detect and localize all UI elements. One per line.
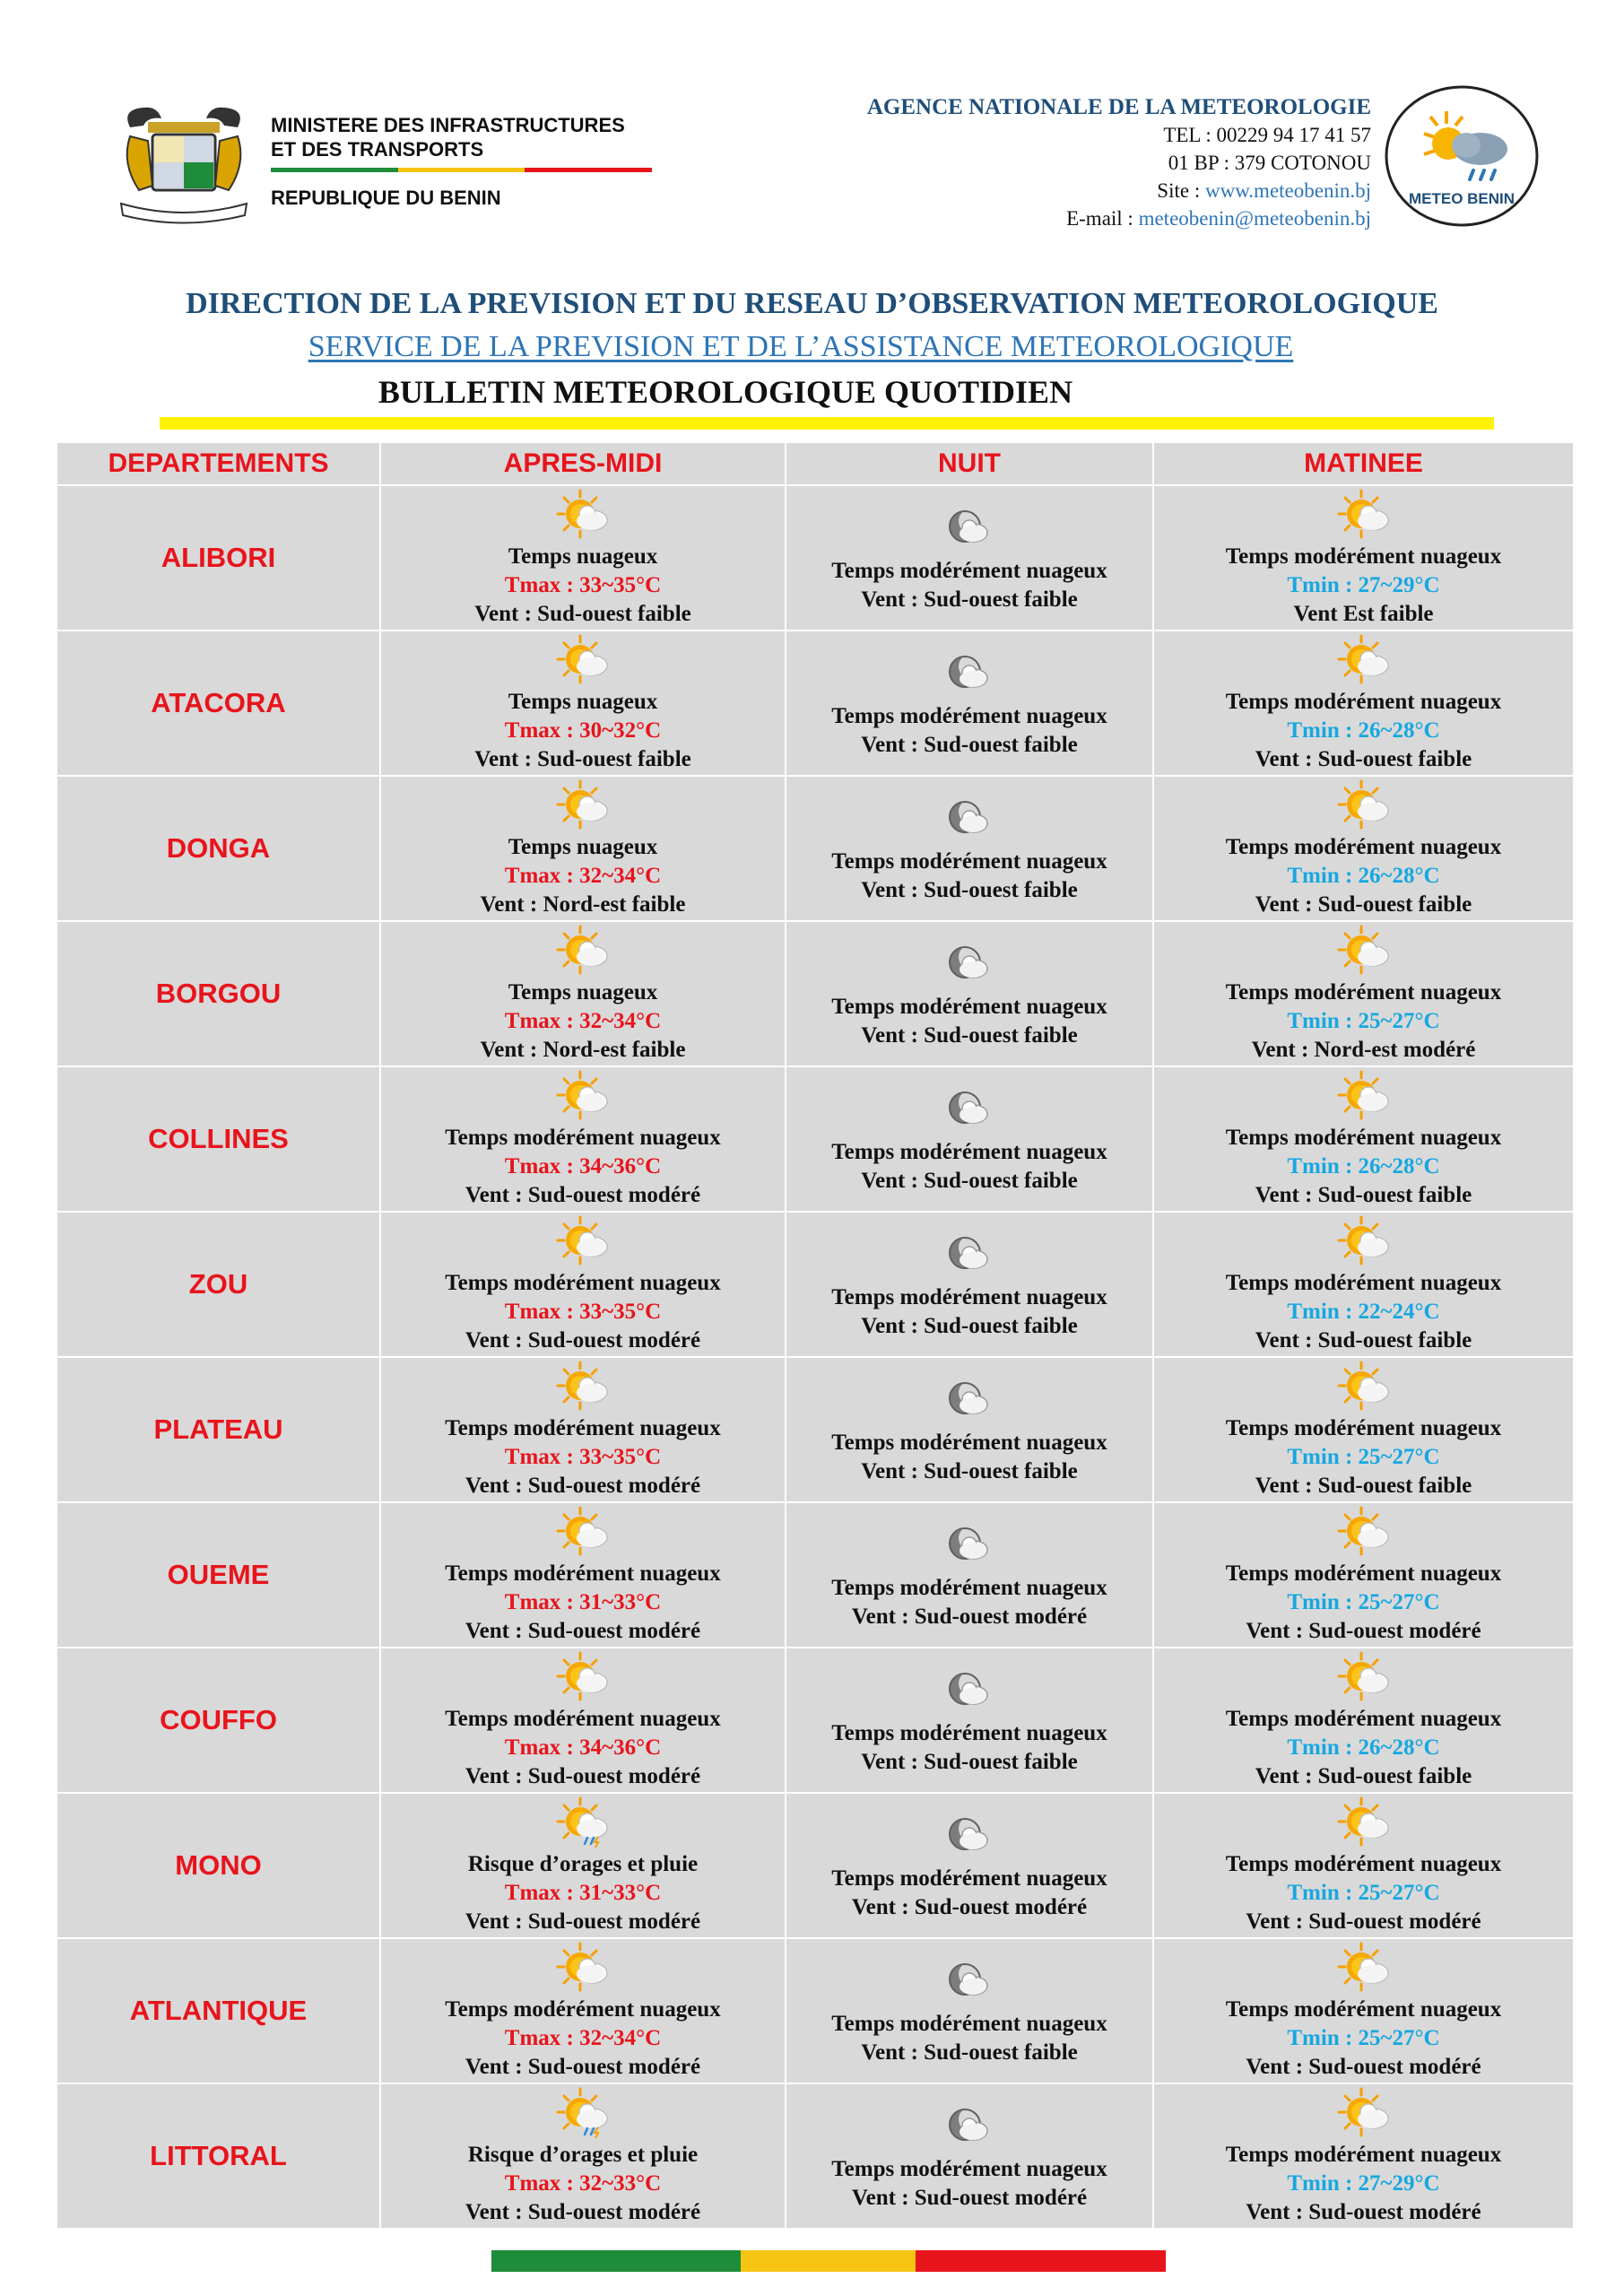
moon-cloud-icon	[940, 1373, 999, 1427]
weather-description: Temps modérément nuageux	[831, 1576, 1107, 1600]
wind-info: Vent : Sud-ouest modéré	[851, 2186, 1088, 2210]
wind-info: Vent : Sud-ouest faible	[1255, 1328, 1472, 1352]
temperature-range: Tmax : 34~36°C	[504, 1735, 662, 1760]
agency-tel: TEL : 00229 94 17 41 57	[1163, 124, 1371, 146]
afternoon-forecast-cell	[380, 1938, 786, 2083]
wind-info: Vent : Sud-ouest faible	[861, 1314, 1078, 1338]
afternoon-forecast-cell	[380, 485, 786, 631]
department-name: PLATEAU	[56, 1357, 380, 1502]
footer-flag-bar	[491, 2250, 1166, 2272]
afternoon-forecast-cell	[380, 1502, 786, 1648]
header-departements: DEPARTEMENTS	[56, 442, 380, 485]
sun-cloud-icon	[1334, 1649, 1394, 1703]
night-forecast-cell	[786, 1938, 1153, 2083]
wind-info: Vent : Sud-ouest faible	[861, 1023, 1078, 1048]
department-name: BORGOU	[56, 921, 380, 1066]
agency-email	[867, 204, 1371, 232]
sun-cloud-icon	[1334, 487, 1394, 541]
direction-title: DIRECTION DE LA PREVISION ET DU RESEAU D’OBSERVATION METEOROLOGIQUE	[186, 287, 1438, 320]
wind-info: Vent : Sud-ouest modéré	[1246, 2055, 1481, 2079]
department-name: ALIBORI	[56, 485, 380, 631]
moon-cloud-icon	[940, 501, 999, 555]
afternoon-forecast-cell	[380, 921, 786, 1066]
ministry-line-1: MINISTERE DES INFRASTRUCTURES	[271, 114, 625, 136]
wind-info: Vent : Sud-ouest faible	[861, 2040, 1078, 2065]
wind-info: Vent : Sud-ouest faible	[1255, 1183, 1472, 1207]
sun-cloud-icon	[553, 487, 612, 541]
wind-info: Vent : Nord-est faible	[480, 892, 686, 917]
sun-cloud-storm-icon	[553, 1795, 612, 1848]
moon-cloud-icon	[940, 2100, 999, 2153]
temperature-range: Tmax : 33~35°C	[504, 1300, 662, 1324]
moon-cloud-icon	[940, 1664, 999, 1718]
morning-forecast-cell	[1153, 2083, 1574, 2229]
sun-cloud-icon	[1334, 1359, 1394, 1413]
moon-cloud-icon	[940, 1083, 999, 1136]
weather-description: Temps modérément nuageux	[831, 1431, 1107, 1455]
night-forecast-cell	[786, 1066, 1153, 1212]
temperature-range: Tmax : 30~32°C	[504, 718, 662, 743]
afternoon-forecast-cell	[380, 1357, 786, 1502]
wind-info: Vent : Sud-ouest modéré	[465, 1474, 701, 1498]
wind-info: Vent : Sud-ouest faible	[1255, 1764, 1472, 1788]
weather-description: Temps modérément nuageux	[1225, 544, 1502, 569]
sun-cloud-icon	[1334, 1940, 1394, 1994]
table-row	[56, 1938, 1574, 2083]
sun-cloud-icon	[553, 1649, 612, 1703]
weather-description: Temps nuageux	[508, 835, 658, 859]
email-label: E-mail :	[1066, 207, 1139, 230]
temperature-range: Tmin : 26~28°C	[1287, 864, 1440, 888]
morning-forecast-cell	[1153, 1502, 1574, 1648]
afternoon-forecast-cell	[380, 631, 786, 776]
weather-description: Temps modérément nuageux	[831, 559, 1107, 583]
wind-info: Vent : Nord-est modéré	[1251, 1038, 1476, 1062]
morning-forecast-cell	[1153, 1357, 1574, 1502]
temperature-range: Tmin : 26~28°C	[1287, 718, 1440, 743]
moon-cloud-icon	[940, 1228, 999, 1282]
forecast-table	[56, 441, 1575, 2230]
wind-info: Vent : Sud-ouest modéré	[465, 1328, 701, 1352]
temperature-range: Tmin : 25~27°C	[1287, 1009, 1440, 1033]
temperature-range: Tmin : 25~27°C	[1287, 2026, 1440, 2050]
table-row	[56, 1357, 1574, 1502]
temperature-range: Tmin : 27~29°C	[1287, 573, 1440, 597]
wind-info: Vent : Sud-ouest faible	[1255, 1474, 1472, 1498]
weather-description: Temps nuageux	[508, 544, 658, 569]
sun-cloud-icon	[1334, 1213, 1394, 1267]
temperature-range: Tmin : 22~24°C	[1287, 1300, 1440, 1324]
temperature-range: Tmax : 32~34°C	[504, 1009, 662, 1033]
sun-cloud-icon	[553, 1213, 612, 1267]
night-forecast-cell	[786, 1502, 1153, 1648]
table-row	[56, 921, 1574, 1066]
site-link[interactable]: www.meteobenin.bj	[1204, 179, 1371, 202]
wind-info: Vent : Sud-ouest faible	[474, 602, 691, 626]
weather-description: Temps modérément nuageux	[831, 1866, 1107, 1891]
weather-description: Temps modérément nuageux	[445, 1126, 721, 1150]
flag-divider	[271, 168, 652, 172]
wind-info: Vent : Sud-ouest modéré	[1246, 1619, 1481, 1643]
weather-description: Temps modérément nuageux	[445, 1997, 721, 2022]
afternoon-forecast-cell	[380, 1212, 786, 1357]
weather-description: Temps modérément nuageux	[445, 1561, 721, 1586]
morning-forecast-cell	[1153, 776, 1574, 921]
email-link[interactable]: meteobenin@meteobenin.bj	[1138, 207, 1371, 230]
sun-cloud-icon	[1334, 2085, 1394, 2139]
header-matinee: MATINEE	[1153, 442, 1574, 485]
moon-cloud-icon	[940, 647, 999, 700]
sun-cloud-icon	[1334, 1068, 1394, 1122]
weather-description: Risque d’orages et pluie	[467, 2143, 699, 2167]
sun-cloud-icon	[553, 923, 612, 977]
temperature-range: Tmin : 26~28°C	[1287, 1154, 1440, 1178]
wind-info: Vent : Sud-ouest modéré	[1246, 1909, 1481, 1934]
sun-cloud-icon	[553, 1940, 612, 1994]
wind-info: Vent Est faible	[1293, 602, 1434, 626]
header-nuit: NUIT	[786, 442, 1153, 485]
sun-cloud-icon	[1334, 1795, 1394, 1848]
weather-description: Temps modérément nuageux	[1225, 2143, 1502, 2167]
temperature-range: Tmin : 25~27°C	[1287, 1881, 1440, 1905]
weather-description: Temps modérément nuageux	[445, 1416, 721, 1440]
afternoon-forecast-cell	[380, 2083, 786, 2229]
afternoon-forecast-cell	[380, 1793, 786, 1938]
temperature-range: Tmax : 33~35°C	[504, 1445, 662, 1469]
moon-cloud-icon	[940, 1518, 999, 1572]
wind-info: Vent : Sud-ouest faible	[1255, 747, 1472, 771]
table-header-row	[56, 442, 1574, 485]
moon-cloud-icon	[940, 792, 999, 846]
service-title[interactable]: SERVICE DE LA PREVISION ET DE L’ASSISTANCE METEOROLOGIQUE	[308, 330, 1294, 363]
night-forecast-cell	[786, 921, 1153, 1066]
moon-cloud-icon	[940, 1954, 999, 2008]
site-label: Site :	[1157, 179, 1205, 202]
wind-info: Vent : Sud-ouest modéré	[465, 2200, 701, 2224]
department-name: LITTORAL	[56, 2083, 380, 2229]
table-row	[56, 1066, 1574, 1212]
department-name: ATACORA	[56, 631, 380, 776]
sun-cloud-icon	[1334, 632, 1394, 686]
department-name: ZOU	[56, 1212, 380, 1357]
weather-description: Temps modérément nuageux	[1225, 1852, 1502, 1876]
table-row	[56, 631, 1574, 776]
header-apres-midi: APRES-MIDI	[380, 442, 786, 485]
weather-description: Temps nuageux	[508, 980, 658, 1004]
weather-description: Temps modérément nuageux	[831, 1721, 1107, 1745]
sun-cloud-icon	[553, 1068, 612, 1122]
weather-description: Temps modérément nuageux	[831, 995, 1107, 1019]
department-name: DONGA	[56, 776, 380, 921]
night-forecast-cell	[786, 2083, 1153, 2229]
agency-bp: 01 BP : 379 COTONOU	[1168, 152, 1371, 174]
temperature-range: Tmax : 32~33°C	[504, 2171, 662, 2196]
weather-description: Temps modérément nuageux	[1225, 1561, 1502, 1586]
wind-info: Vent : Sud-ouest modéré	[465, 1619, 701, 1643]
night-forecast-cell	[786, 1793, 1153, 1938]
temperature-range: Tmin : 25~27°C	[1287, 1590, 1440, 1614]
sun-cloud-icon	[553, 1504, 612, 1558]
weather-description: Temps modérément nuageux	[1225, 1271, 1502, 1295]
sun-cloud-storm-icon	[553, 2085, 612, 2139]
wind-info: Vent : Sud-ouest modéré	[465, 1909, 701, 1934]
table-row	[56, 2083, 1574, 2229]
table-row	[56, 1212, 1574, 1357]
temperature-range: Tmin : 25~27°C	[1287, 1445, 1440, 1469]
weather-description: Temps modérément nuageux	[831, 704, 1107, 728]
wind-info: Vent : Sud-ouest faible	[861, 1750, 1078, 1774]
table-row	[56, 1648, 1574, 1793]
sun-cloud-icon	[1334, 923, 1394, 977]
ministry-line-2: ET DES TRANSPORTS	[271, 138, 484, 161]
night-forecast-cell	[786, 1212, 1153, 1357]
sun-cloud-icon	[553, 632, 612, 686]
weather-description: Temps modérément nuageux	[445, 1271, 721, 1295]
night-forecast-cell	[786, 1648, 1153, 1793]
moon-cloud-icon	[940, 937, 999, 991]
republic-label: REPUBLIQUE DU BENIN	[271, 187, 501, 209]
morning-forecast-cell	[1153, 921, 1574, 1066]
table-row	[56, 1502, 1574, 1648]
weather-description: Temps modérément nuageux	[1225, 835, 1502, 859]
sun-cloud-icon	[1334, 1504, 1394, 1558]
bulletin-title: BULLETIN METEOROLOGIQUE QUOTIDIEN	[378, 374, 1073, 410]
temperature-range: Tmin : 26~28°C	[1287, 1735, 1440, 1760]
weather-description: Temps modérément nuageux	[445, 1707, 721, 1731]
wind-info: Vent : Sud-ouest faible	[861, 733, 1078, 757]
ministry-name	[271, 113, 656, 161]
wind-info: Vent : Sud-ouest modéré	[465, 2055, 701, 2079]
table-row	[56, 485, 1574, 631]
temperature-range: Tmax : 32~34°C	[504, 2026, 662, 2050]
department-name: MONO	[56, 1793, 380, 1938]
temperature-range: Tmax : 31~33°C	[504, 1881, 662, 1905]
temperature-range: Tmax : 32~34°C	[504, 864, 662, 888]
night-forecast-cell	[786, 776, 1153, 921]
wind-info: Vent : Sud-ouest faible	[861, 878, 1078, 902]
weather-description: Temps modérément nuageux	[1225, 1416, 1502, 1440]
weather-description: Temps modérément nuageux	[1225, 690, 1502, 714]
department-name: OUEME	[56, 1502, 380, 1648]
temperature-range: Tmin : 27~29°C	[1287, 2171, 1440, 2196]
wind-info: Vent : Sud-ouest modéré	[465, 1183, 701, 1207]
weather-description: Temps modérément nuageux	[831, 849, 1107, 874]
morning-forecast-cell	[1153, 1648, 1574, 1793]
weather-description: Risque d’orages et pluie	[467, 1852, 699, 1876]
morning-forecast-cell	[1153, 1938, 1574, 2083]
morning-forecast-cell	[1153, 631, 1574, 776]
svg-text:METEO BENIN: METEO BENIN	[1408, 190, 1515, 207]
weather-description: Temps modérément nuageux	[1225, 1707, 1502, 1731]
agency-site	[867, 177, 1371, 204]
weather-description: Temps modérément nuageux	[831, 2012, 1107, 2036]
temperature-range: Tmax : 34~36°C	[504, 1154, 662, 1178]
night-forecast-cell	[786, 1357, 1153, 1502]
wind-info: Vent : Sud-ouest modéré	[851, 1605, 1088, 1629]
wind-info: Vent : Sud-ouest modéré	[1246, 2200, 1481, 2224]
morning-forecast-cell	[1153, 1066, 1574, 1212]
night-forecast-cell	[786, 485, 1153, 631]
wind-info: Vent : Sud-ouest faible	[1255, 892, 1472, 917]
yellow-rule	[160, 417, 1494, 430]
wind-info: Vent : Sud-ouest faible	[861, 1169, 1078, 1193]
weather-description: Temps modérément nuageux	[1225, 1126, 1502, 1150]
sun-cloud-icon	[1334, 778, 1394, 831]
agency-name: AGENCE NATIONALE DE LA METEOROLOGIE	[866, 95, 1371, 119]
weather-description: Temps modérément nuageux	[831, 1285, 1107, 1309]
wind-info: Vent : Sud-ouest faible	[861, 587, 1078, 612]
department-name: COLLINES	[56, 1066, 380, 1212]
table-row	[56, 776, 1574, 921]
wind-info: Vent : Nord-est faible	[480, 1038, 686, 1062]
afternoon-forecast-cell	[380, 1648, 786, 1793]
morning-forecast-cell	[1153, 1212, 1574, 1357]
afternoon-forecast-cell	[380, 1066, 786, 1212]
department-name: COUFFO	[56, 1648, 380, 1793]
temperature-range: Tmax : 31~33°C	[504, 1590, 662, 1614]
wind-info: Vent : Sud-ouest faible	[861, 1459, 1078, 1483]
afternoon-forecast-cell	[380, 776, 786, 921]
weather-description: Temps nuageux	[508, 690, 658, 714]
sun-cloud-icon	[553, 778, 612, 831]
department-name: ATLANTIQUE	[56, 1938, 380, 2083]
wind-info: Vent : Sud-ouest modéré	[465, 1764, 701, 1788]
weather-description: Temps modérément nuageux	[831, 2157, 1107, 2181]
benin-coat-of-arms-icon	[112, 100, 256, 226]
agency-contact-block	[867, 93, 1371, 232]
table-row	[56, 1793, 1574, 1938]
morning-forecast-cell	[1153, 485, 1574, 631]
moon-cloud-icon	[940, 1809, 999, 1863]
wind-info: Vent : Sud-ouest modéré	[851, 1895, 1088, 1919]
weather-description: Temps modérément nuageux	[831, 1140, 1107, 1164]
temperature-range: Tmax : 33~35°C	[504, 573, 662, 597]
night-forecast-cell	[786, 631, 1153, 776]
sun-cloud-icon	[553, 1359, 612, 1413]
weather-description: Temps modérément nuageux	[1225, 980, 1502, 1004]
wind-info: Vent : Sud-ouest faible	[474, 747, 691, 771]
meteo-benin-logo	[1384, 84, 1541, 228]
morning-forecast-cell	[1153, 1793, 1574, 1938]
weather-description: Temps modérément nuageux	[1225, 1997, 1502, 2022]
